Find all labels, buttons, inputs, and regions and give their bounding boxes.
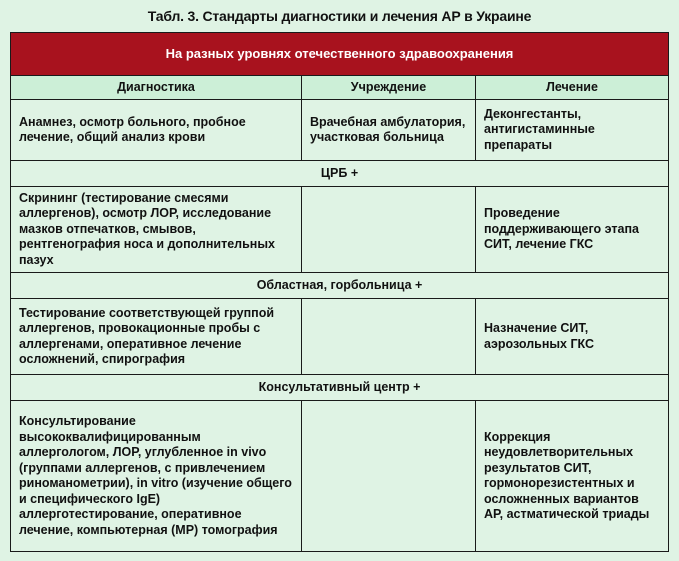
section-row bbox=[11, 161, 669, 187]
table-title: Табл. 3. Стандарты диагностики и лечения АР в Украине bbox=[147, 8, 532, 24]
diagnostics-cell: Скрининг (тестирование смесями аллергенов), осмотр ЛОР, исследование мазков отпечатков, смывов, рентгенография носа и дополнительных пазух bbox=[11, 187, 302, 273]
treatment-cell: Коррекция неудовлетворительных результатов СИТ, гормонорезистентных и осложненных вариантов АР, астматической триады bbox=[476, 401, 669, 552]
institution-cell bbox=[302, 187, 476, 273]
section-row bbox=[11, 375, 669, 401]
treatment-cell: Деконгестанты, антигистаминные препараты bbox=[476, 100, 669, 161]
institution-cell bbox=[302, 299, 476, 375]
institution-cell: Врачебная амбулатория, участковая больница bbox=[302, 100, 476, 161]
table-row bbox=[11, 401, 669, 552]
section-label-consult: Консультативный центр + bbox=[11, 375, 669, 401]
header-row bbox=[11, 76, 669, 100]
section-row bbox=[11, 273, 669, 299]
table-row bbox=[11, 100, 669, 161]
banner-row bbox=[11, 33, 669, 76]
diagnostics-cell: Тестирование соответствующей группой аллергенов, провокационные пробы с аллергенами, оперативное лечение осложнений, спирография bbox=[11, 299, 302, 375]
diagnostics-cell: Анамнез, осмотр больного, пробное лечение, общий анализ крови bbox=[11, 100, 302, 161]
header-diagnostics: Диагностика bbox=[11, 76, 302, 100]
diagnostics-cell: Консультирование высококвалифицированным аллергологом, ЛОР, углубленное in vivo (группами аллергенов, с привлечением риноманометрии), in vitro (изучение общего и специфического IgE) аллерготестирование, оперативное лечение, компьютерная (МР) томография bbox=[11, 401, 302, 552]
section-label-crb: ЦРБ + bbox=[11, 161, 669, 187]
standards-table bbox=[10, 32, 669, 552]
table-row bbox=[11, 187, 669, 273]
treatment-cell: Проведение поддерживающего этапа СИТ, лечение ГКС bbox=[476, 187, 669, 273]
header-institution: Учреждение bbox=[302, 76, 476, 100]
institution-cell bbox=[302, 401, 476, 552]
treatment-cell: Назначение СИТ, аэрозольных ГКС bbox=[476, 299, 669, 375]
table-row bbox=[11, 299, 669, 375]
header-treatment: Лечение bbox=[476, 76, 669, 100]
section-label-regional: Областная, горбольница + bbox=[11, 273, 669, 299]
banner-cell: На разных уровнях отечественного здравоохранения bbox=[11, 33, 669, 76]
